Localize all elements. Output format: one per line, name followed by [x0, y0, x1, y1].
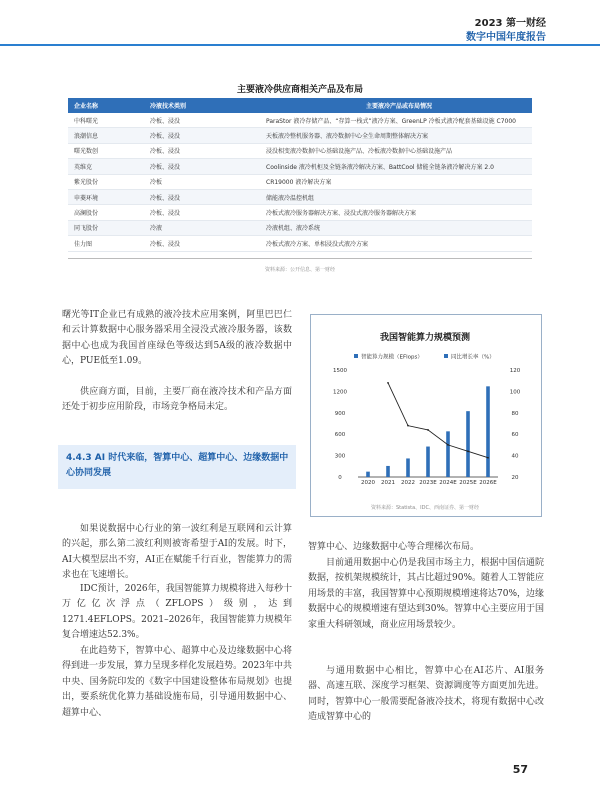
table-cell: 冷板、浸没 [144, 189, 260, 204]
right-paragraph-1: 智算中心、边缘数据中心等合理梯次布局。 [308, 542, 480, 552]
x-tick-label: 2023E [419, 480, 437, 486]
y-right-tick-label: 80 [511, 410, 519, 417]
table-row [68, 189, 532, 204]
growth-point-2023E [427, 429, 429, 431]
table-row [68, 174, 532, 189]
growth-rate-line [388, 383, 488, 458]
table-row [68, 143, 532, 158]
table-header-cell: 企业名称 [68, 98, 144, 113]
legend-label-bar: 智能算力规模（EFlops） [361, 354, 423, 361]
growth-point-2024E [447, 444, 449, 446]
legend-swatch-bar [354, 354, 358, 358]
compute-capacity-chart [310, 314, 540, 515]
table-cell: 冷板式液冷服务器解决方案、浸没式液冷服务器解决方案 [260, 205, 532, 220]
x-tick-label: 2020 [361, 480, 375, 486]
legend-swatch-line [444, 354, 448, 358]
supplier-table [68, 98, 532, 252]
table-cell: 天板液冷整机服务器、液冷数据中心全生命周期整体解决方案 [260, 128, 532, 143]
y-right-tick-label: 60 [511, 432, 519, 439]
y-left-tick-label: 900 [334, 410, 346, 417]
x-tick-label: 2025E [459, 480, 477, 486]
y-left-tick-label: 300 [334, 453, 346, 460]
table-title: 主要液冷供应商相关产品及布局 [236, 85, 363, 95]
y-right-tick-label: 100 [509, 389, 521, 396]
table-cell: 冷板式液冷方案、单相浸没式液冷方案 [260, 236, 532, 251]
section-heading: 4.4.3 AI 时代来临，智算中心、超算中心、边缘数据中心协同发展 [66, 453, 289, 478]
legend-label-line: 同比增长率（%） [451, 354, 495, 361]
bar-2024E [446, 431, 450, 477]
table-cell: 浸没相变液冷数据中心基础设施产品、冷板液冷数据中心基础设施产品 [260, 143, 532, 158]
table-cell: 冷液机组、液冷系统 [260, 220, 532, 235]
table-cell: 英维克 [68, 159, 144, 174]
table-row [68, 113, 532, 128]
chart-title: 我国智能算力规模预测 [379, 333, 470, 343]
table-cell: 冷板、浸没 [144, 143, 260, 158]
growth-point-2021 [387, 382, 389, 384]
table-cell: 同飞股份 [68, 220, 144, 235]
table-cell: 中科曙光 [68, 113, 144, 128]
y-right-tick-label: 20 [511, 475, 519, 481]
right-paragraph-2: 目前通用数据中心仍是我国市场主力，根据中国信通院数据，按机架规模统计，其占比超过90%。随着人工智能应用场景的丰富，我国智算中心预期规模增速将达70%，边缘数据中心的规模增速有望达到30%。智算中心主要应用于国家重大科研领域，商业应用场景较少。 [308, 558, 545, 630]
table-cell: 高澜股份 [68, 205, 144, 220]
growth-point-2025E [467, 450, 469, 452]
y-right-tick-label: 120 [509, 368, 521, 374]
x-tick-label: 2024E [439, 480, 457, 486]
bar-2021 [386, 466, 390, 477]
table-cell: 冷板、浸没 [144, 236, 260, 251]
bar-2023E [426, 447, 430, 477]
y-left-tick-label: 1500 [333, 368, 347, 374]
table-row [68, 159, 532, 174]
x-tick-label: 2022 [401, 480, 415, 486]
left-paragraph-3: 如果说数据中心行业的第一波红利是互联网和云计算的兴起，那么第二波红利则被寄希望于AI的发展。时下，AI大模型层出不穷，AI正在赋能千行百业，智能算力的需求也在飞速增长。 [62, 524, 292, 581]
left-paragraph-4: IDC预计，2026年，我国智能算力规模将进入每秒十万亿亿次浮点（ZFLOPS）级别，达到1271.4EFLOPS。2021–2026年，我国智能算力规模年复合增速达52.3%。 [62, 584, 292, 641]
table-header-cell: 冷液技术类别 [144, 98, 260, 113]
right-paragraph-3: 与通用数据中心相比，智算中心在AI芯片、AI服务器、高速互联、深度学习框架、资源调度等方面更加先进。同时，智算中心一般需要配备液冷技术，将现有数据中心改造成智算中心的 [308, 666, 544, 723]
table-cell: 冷板、浸没 [144, 205, 260, 220]
table-header-row [68, 98, 532, 113]
table-cell: 浪潮信息 [68, 128, 144, 143]
table-cell: 冷液 [144, 220, 260, 235]
table-row [68, 205, 532, 220]
y-left-tick-label: 600 [334, 432, 346, 439]
table-row [68, 236, 532, 251]
y-left-tick-label: 1200 [333, 389, 347, 396]
left-paragraph-2: 供应商方面，目前，主要厂商在液冷技术和产品方面还处于初步应用阶段，市场竞争格局未定。 [62, 387, 292, 413]
table-cell: 储能液冷温控机组 [260, 189, 532, 204]
table-cell: 紫光股份 [68, 174, 144, 189]
left-paragraph-5: 在此趋势下，智算中心、超算中心及边缘数据中心将得到进一步发展，算力呈现多样化发展趋势。2023年中共中央、国务院印发的《数字中国建设整体布局规划》也提出，要系统优化算力基础设施布局，引导通用数据中心、超算中心、 [62, 646, 292, 718]
table-cell: CR19000 液冷解决方案 [260, 174, 532, 189]
page-number: 57 [512, 763, 528, 776]
table-cell: 冷板、浸没 [144, 113, 260, 128]
left-paragraph-1: 曙光等IT企业已有成熟的液冷技术应用案例，阿里巴巴仁和云计算数据中心服务器采用全浸没式液冷服务器，该数据中心也成为我国首座绿色等级达到5A级的液冷数据中心，PUE低至1.09。 [62, 310, 292, 367]
bar-2025E [466, 411, 470, 477]
table-row [68, 220, 532, 235]
table-cell: 冷板 [144, 174, 260, 189]
x-tick-label: 2026E [479, 480, 497, 486]
y-left-tick-label: 0 [338, 475, 342, 481]
header-title: 数字中国年度报告 [466, 32, 546, 43]
table-source: 资料来源：公开信息、第一财经 [264, 267, 335, 273]
x-tick-label: 2021 [381, 480, 395, 486]
chart-source: 资料来源：Statista、IDC、西南证券、第一财经 [371, 505, 479, 511]
table-cell: 佳力图 [68, 236, 144, 251]
table-cell: Coolinside 液冷机柜及全链条液冷解决方案、BattCool 储能全链条液冷解决方案 2.0 [260, 159, 532, 174]
bar-2022 [406, 458, 410, 477]
header-year: 2023 第一财经 [474, 18, 546, 29]
growth-point-2022 [407, 425, 409, 427]
table-cell: 曙光数创 [68, 143, 144, 158]
bar-2020 [366, 472, 370, 477]
bar-2026E [486, 386, 490, 477]
table-cell: ParaStor 液冷存储产品、“存算一栈式”液冷方案、GreenLP 冷板式液冷配套基础设施 C7000 [260, 113, 532, 128]
y-right-tick-label: 40 [511, 453, 519, 460]
table-header-cell: 主要液冷产品或布局情况 [260, 98, 532, 113]
table-cell: 申菱环境 [68, 189, 144, 204]
table-rule [68, 258, 532, 259]
table-row [68, 128, 532, 143]
table-cell: 冷板、浸没 [144, 128, 260, 143]
table-cell: 冷板、浸没 [144, 159, 260, 174]
growth-point-2026E [487, 457, 489, 459]
header-rule [0, 44, 600, 46]
